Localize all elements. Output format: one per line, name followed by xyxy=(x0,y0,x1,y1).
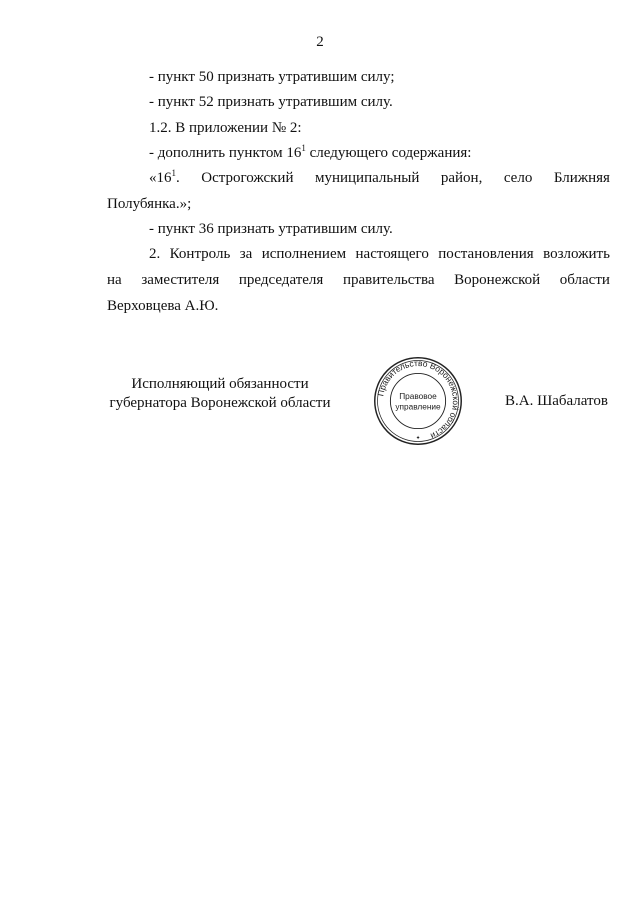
position-line: губернатора Воронежской области xyxy=(109,395,331,411)
word: правительства xyxy=(342,272,435,288)
paragraph-item-16-1-cont: Полубянка.»; xyxy=(107,196,192,212)
word: настоящего xyxy=(355,246,429,262)
word: Воронежской xyxy=(454,272,541,288)
paragraph-item-16-1 xyxy=(149,169,610,187)
paragraph-control-end: Верховцева А.Ю. xyxy=(107,298,219,314)
word: за xyxy=(239,246,253,262)
signatory-position xyxy=(105,375,335,413)
text-fragment: - дополнить пунктом 16 xyxy=(149,145,302,161)
word: заместителя xyxy=(141,272,220,288)
paragraph-control-cont xyxy=(107,271,610,289)
paragraph-appendix-2: 1.2. В приложении № 2: xyxy=(149,120,302,136)
seal-center-line: Правовое xyxy=(399,392,437,402)
word: постановления xyxy=(438,246,534,262)
paragraph-item-50: - пункт 50 признать утратившим силу; xyxy=(149,69,395,85)
paragraph-control xyxy=(149,245,610,263)
word: исполнением xyxy=(261,246,347,262)
word: возложить xyxy=(543,246,610,262)
word: село xyxy=(503,170,533,186)
word: муниципальный xyxy=(314,170,420,186)
text-fragment: следующего содержания: xyxy=(305,145,472,161)
page-number: 2 xyxy=(316,34,324,50)
paragraph-item-36: - пункт 36 признать утратившим силу. xyxy=(149,221,393,237)
word: Ближняя xyxy=(553,170,610,186)
superscript: 1 xyxy=(301,143,306,153)
word: области xyxy=(559,272,610,288)
signatory-name: В.А. Шабалатов xyxy=(505,393,608,409)
word: на xyxy=(107,272,122,288)
word: Контроль xyxy=(169,246,231,262)
star-icon: ✦ xyxy=(415,435,421,442)
word: Острогожский xyxy=(201,170,294,186)
word: район, xyxy=(440,170,483,186)
seal-stamp xyxy=(372,355,464,447)
paragraph-add-item xyxy=(149,144,471,162)
word: 2. xyxy=(149,246,161,262)
position-line: Исполняющий обязанности xyxy=(131,376,309,392)
word: председателя xyxy=(238,272,324,288)
seal-center-line: управление xyxy=(395,402,441,412)
paragraph-item-52: - пункт 52 признать утратившим силу. xyxy=(149,94,393,110)
word: «$16^1$. xyxy=(149,168,180,186)
seal-ring-text: Правительство Воронежской области xyxy=(375,357,462,442)
